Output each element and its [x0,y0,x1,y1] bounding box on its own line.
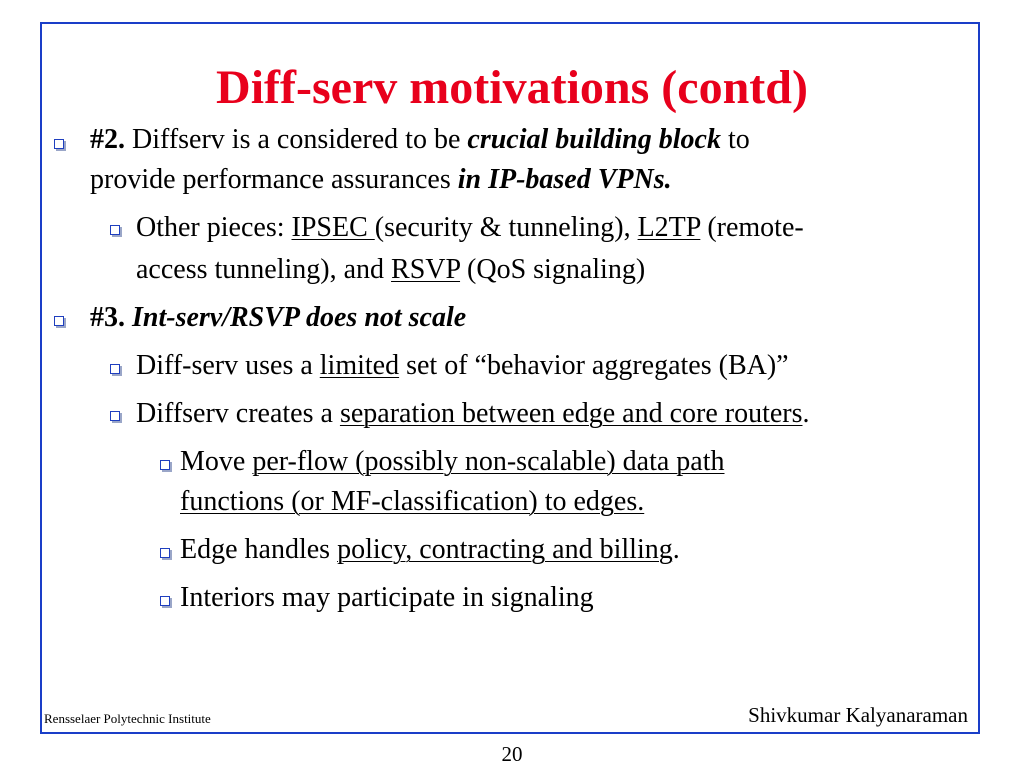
bullet-text: Diffserv is a considered to be [125,124,468,155]
square-bullet-icon [160,596,170,606]
square-bullet-icon [110,364,120,374]
underlined-text: limited [319,350,400,381]
bullet-text: Edge handles [180,534,338,565]
emphasis-text: in IP-based VPNs. [457,164,672,195]
sub-sub-bullet-move-line2 [180,482,644,522]
ipsec-link[interactable]: IPSEC [291,212,375,243]
underlined-text: per-flow (possibly non-scalable) data path [252,446,725,477]
rsvp-link[interactable]: RSVP [391,254,461,285]
bullet-text: Interiors may participate in signaling [180,582,594,613]
bullet-text: provide performance assurances [90,164,458,195]
bullet-text: Other pieces: [136,212,292,243]
bullet-text: Move [180,446,253,477]
bullet-number: #3. [90,302,125,333]
bullet-text: Diffserv creates a [136,398,340,429]
square-bullet-icon [160,460,170,470]
sub-bullet-other-pieces-line2 [136,250,645,290]
sub-sub-bullet-edge [180,530,680,570]
footer-author: Shivkumar Kalyanaraman [748,703,968,727]
square-bullet-icon [160,548,170,558]
underlined-text: functions (or MF-classification) to edges. [180,486,645,517]
bullet-number: #2. [90,124,125,155]
bullet-text: (security & tunneling), [374,212,638,243]
bullet-text: access tunneling), and [136,254,392,285]
square-bullet-icon [54,316,64,326]
sub-sub-bullet-move-line1 [180,442,725,482]
bullet-text: . [802,398,810,429]
emphasis-text: Int-serv/RSVP does not scale [125,302,467,333]
underlined-text: policy, contracting and billing [337,534,673,565]
bullet-2-line2 [90,160,672,200]
bullet-text: set of “behavior aggregates (BA)” [399,350,789,381]
sub-sub-bullet-interiors [180,578,594,618]
page-number: 20 [501,742,523,766]
bullet-text: (remote- [700,212,804,243]
square-bullet-icon [110,411,120,421]
bullet-2-line1 [90,120,750,160]
sub-bullet-separation [136,394,810,434]
sub-bullet-other-pieces-line1 [136,208,804,248]
emphasis-text: crucial building block [467,124,721,155]
square-bullet-icon [54,139,64,149]
bullet-3 [90,298,466,338]
bullet-text: Diff-serv uses a [136,350,320,381]
bullet-text: to [720,124,750,155]
underlined-text: separation between edge and core routers [339,398,803,429]
bullet-text: (QoS signaling) [460,254,646,285]
l2tp-link[interactable]: L2TP [637,212,701,243]
slide-title: Diff-serv motivations (contd) [216,61,808,114]
sub-bullet-ba [136,346,789,386]
bullet-text: . [672,534,680,565]
footer-institution: Rensselaer Polytechnic Institute [44,711,211,726]
square-bullet-icon [110,225,120,235]
